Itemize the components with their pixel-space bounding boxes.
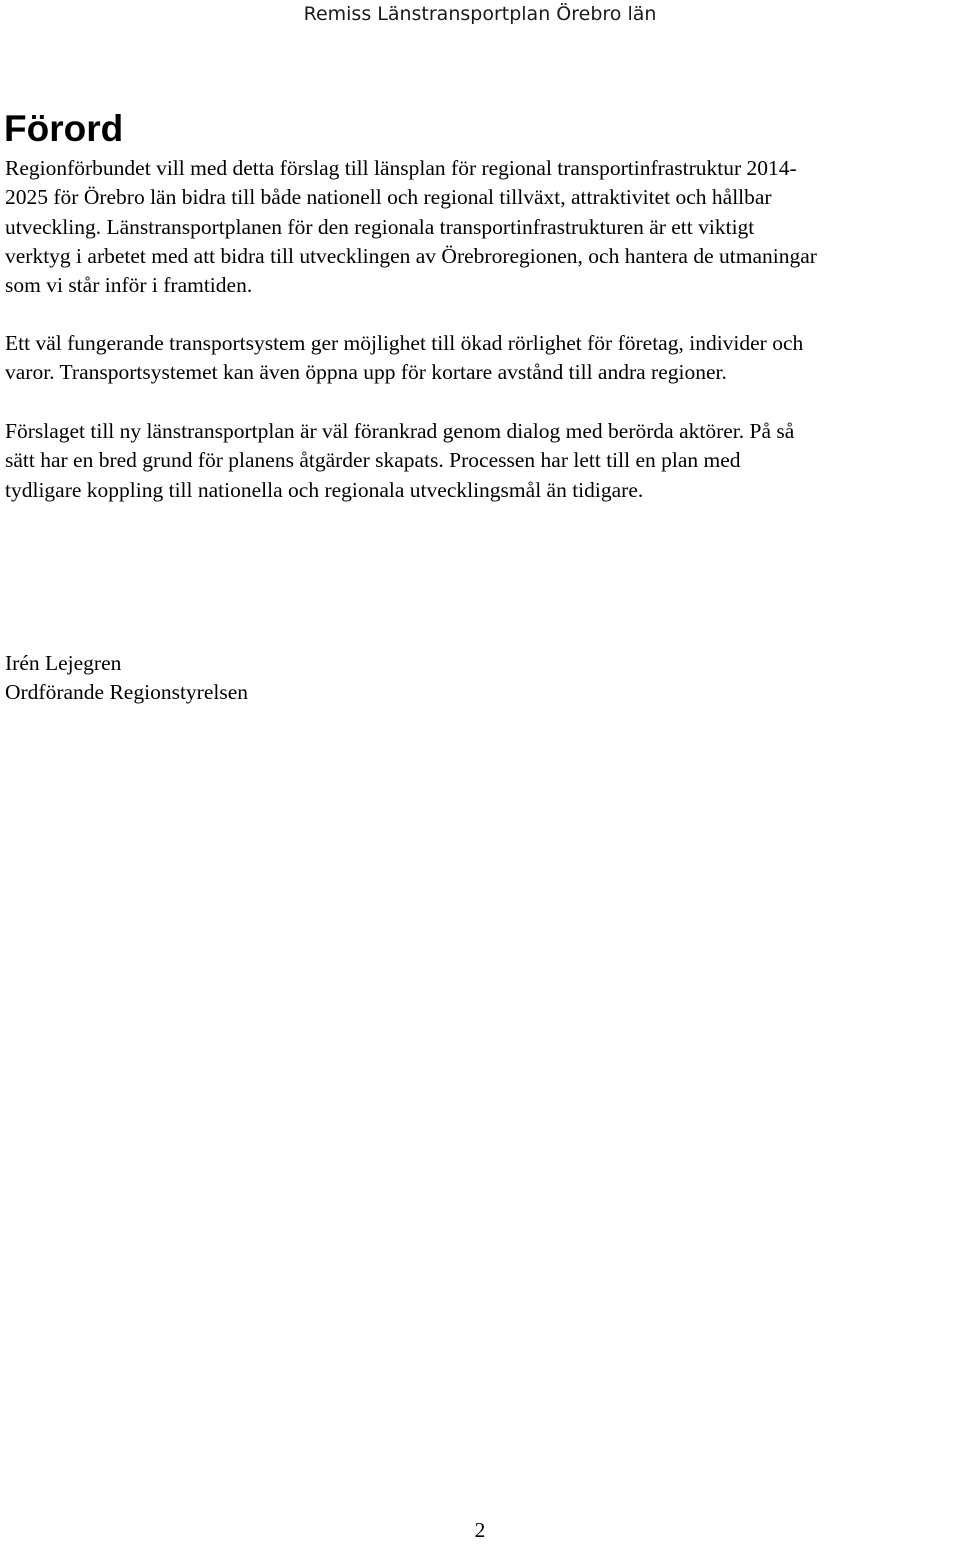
paragraph-line: tydligare koppling till nationella och regionala utvecklingsmål än tidigare. <box>5 477 644 502</box>
signature-block <box>5 649 960 708</box>
paragraph-line: 2025 för Örebro län bidra till både nationell och regional tillväxt, attraktivitet och hållbar <box>5 185 772 210</box>
paragraph-line: Ett väl fungerande transportsystem ger möjlighet till ökad rörlighet för företag, individer och <box>5 331 804 355</box>
running-header: Remiss Länstransportplan Örebro län <box>303 3 657 25</box>
signature-name: Irén Lejegren <box>5 651 122 675</box>
paragraph-line: som vi står inför i framtiden. <box>5 273 253 298</box>
paragraph-line: utveckling. Länstransportplanen för den regionala transportinfrastrukturen är ett viktigt <box>5 214 755 239</box>
paragraph-intro <box>5 154 960 300</box>
paragraph-dialog <box>5 417 960 505</box>
paragraph-line: Regionförbundet vill med detta förslag till länsplan för regional transportinfrastruktur 2014- <box>5 156 797 180</box>
paragraph-line: sätt har en bred grund för planens åtgärder skapats. Processen har lett till en plan med <box>5 448 741 473</box>
paragraph-line: Förslaget till ny länstransportplan är väl förankrad genom dialog med berörda aktörer. På så <box>5 419 795 443</box>
paragraph-transport <box>5 329 960 388</box>
page-heading: Förord <box>4 108 124 149</box>
signature-title: Ordförande Regionstyrelsen <box>5 680 248 705</box>
page-number: 2 <box>474 1518 486 1542</box>
paragraph-line: varor. Transportsystemet kan även öppna upp för kortare avstånd till andra regioner. <box>5 360 727 385</box>
paragraph-line: verktyg i arbetet med att bidra till utvecklingen av Örebroregionen, och hantera de utmaningar <box>5 243 817 268</box>
